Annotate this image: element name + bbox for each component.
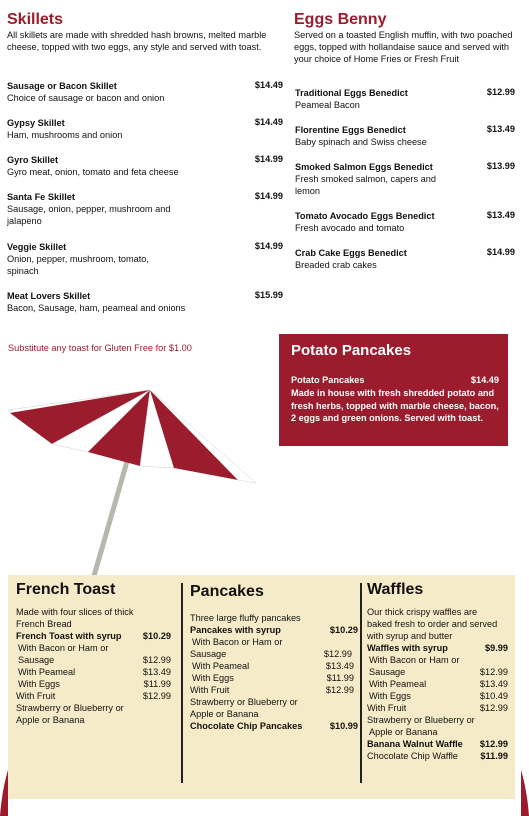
addon [18, 642, 171, 654]
addon [190, 684, 354, 696]
gluten-free-note: Substitute any toast for Gluten Free for $1.00 [8, 343, 192, 353]
item-desc: Bacon, Sausage, ham, peameal and onions [7, 303, 186, 313]
waffles-column [367, 606, 508, 762]
item-name: Pancakes with syrup [190, 625, 281, 635]
item-name: Potato Pancakes [291, 375, 365, 385]
french-toast-intro: Made with four slices of thick French Bread [16, 607, 134, 629]
item-price: $12.99 [486, 87, 515, 97]
pancakes-intro: Three large fluffy pancakes [190, 613, 301, 623]
addon-name: Strawberry or Blueberry or [16, 703, 124, 713]
addon-name: With Eggs [192, 673, 234, 683]
addon [369, 726, 508, 738]
addon [16, 714, 171, 726]
main-item [190, 624, 358, 636]
item-desc: Peameal Bacon [295, 100, 360, 110]
umbrella-illustration [0, 380, 260, 580]
addon-price: $12.99 [325, 685, 354, 695]
extra-item [367, 738, 508, 750]
skillet-item [7, 241, 283, 277]
item-price: $14.99 [254, 191, 283, 201]
addon-price: $11.99 [143, 679, 171, 689]
addon-price: $11.99 [326, 673, 354, 683]
item-name: Florentine Eggs Benedict [295, 125, 406, 135]
item-desc: Onion, pepper, mushroom, tomato, spinach [7, 254, 149, 276]
main-item [16, 630, 171, 642]
umbrella-pole [94, 458, 128, 576]
column-divider [360, 583, 362, 783]
addon [190, 696, 358, 708]
item-name: Veggie Skillet [7, 242, 67, 252]
addon-name: Apple or Banana [190, 709, 259, 719]
item-price: $10.99 [329, 721, 358, 731]
pancakes-column [190, 612, 358, 732]
skillet-item [7, 117, 283, 141]
potato-pancakes-box [279, 334, 508, 446]
addon [18, 678, 171, 690]
item-name: Traditional Eggs Benedict [295, 88, 408, 98]
addon [367, 714, 508, 726]
addon-name: With Eggs [369, 691, 411, 701]
item-name: Gypsy Skillet [7, 118, 65, 128]
main-item [367, 642, 508, 654]
addon-name: Sausage [18, 655, 55, 665]
item-desc: Gyro meat, onion, tomato and feta cheese [7, 167, 179, 177]
item-price: $12.99 [479, 739, 508, 749]
eggs-benny-title: Eggs Benny [294, 11, 387, 28]
item-name: Smoked Salmon Eggs Benedict [295, 162, 433, 172]
item-price: $14.49 [470, 375, 499, 385]
extra-item [190, 720, 358, 732]
addon-name: With Fruit [190, 685, 230, 695]
column-divider [181, 583, 183, 783]
item-price: $11.99 [480, 751, 508, 761]
addon-name: With Peameal [18, 667, 76, 677]
addon [367, 702, 508, 714]
waffles-title: Waffles [367, 581, 424, 598]
waffles-intro: Our thick crispy waffles are baked fresh to order and served with syrup and butter [367, 607, 498, 641]
addon [16, 702, 171, 714]
french-toast-title: French Toast [16, 581, 116, 598]
addon-name: With Fruit [16, 691, 56, 701]
item-price: $14.49 [254, 80, 283, 90]
addon [192, 636, 358, 648]
item-name: Gyro Skillet [7, 155, 59, 165]
addon-name: Strawberry or Blueberry or [190, 697, 298, 707]
item-price: $9.99 [485, 643, 508, 653]
skillets-title: Skillets [7, 11, 64, 28]
addon [369, 654, 508, 666]
benny-item [295, 247, 515, 271]
addon [18, 666, 171, 678]
addon-name: Apple or Banana [369, 727, 438, 737]
item-price: $13.99 [486, 161, 515, 171]
addon-name: With Peameal [369, 679, 427, 689]
benny-item [295, 124, 515, 148]
item-price: $15.99 [254, 290, 283, 300]
addon [192, 672, 354, 684]
left-edge-decoration [0, 770, 8, 816]
item-price: $10.29 [329, 625, 358, 635]
item-price: $13.49 [486, 124, 515, 134]
item-name: Tomato Avocado Eggs Benedict [295, 211, 435, 221]
addon-price: $12.99 [479, 667, 508, 677]
item-name: Crab Cake Eggs Benedict [295, 248, 407, 258]
item-name: Chocolate Chip Waffle [367, 751, 458, 761]
item-price: $10.29 [142, 631, 171, 641]
item-price: $14.99 [254, 241, 283, 251]
skillets-description: All skillets are made with shredded hash browns, melted marble cheese, topped with two eggs, any style and served with toast. [7, 30, 267, 52]
addon-price: $12.99 [479, 703, 508, 713]
item-desc: Sausage, onion, pepper, mushroom and jalapeno [7, 204, 171, 226]
pancakes-title: Pancakes [190, 583, 264, 600]
item-name: Meat Lovers Skillet [7, 291, 91, 301]
item-desc: Baby spinach and Swiss cheese [295, 137, 427, 147]
item-desc: Choice of sausage or bacon and onion [7, 93, 165, 103]
item-price: $14.49 [254, 117, 283, 127]
addon [369, 666, 508, 678]
addon-name: With Bacon or Ham or [18, 643, 109, 653]
item-desc: Fresh smoked salmon, capers and lemon [295, 174, 436, 196]
addon-name: Sausage [369, 667, 406, 677]
item-name: French Toast with syrup [16, 631, 122, 641]
skillet-item [7, 154, 283, 178]
item-name: Chocolate Chip Pancakes [190, 721, 303, 731]
item-name: Waffles with syrup [367, 643, 448, 653]
item-name: Banana Walnut Waffle [367, 739, 463, 749]
right-edge-decoration [521, 770, 529, 816]
item-desc: Fresh avocado and tomato [295, 223, 405, 233]
addon-name: With Peameal [192, 661, 250, 671]
french-toast-column [16, 606, 171, 726]
item-desc: Ham, mushrooms and onion [7, 130, 123, 140]
addon-price: $12.99 [142, 655, 171, 665]
addon [190, 708, 358, 720]
benny-item [295, 87, 515, 111]
item-price: $13.49 [486, 210, 515, 220]
benny-item [295, 161, 515, 197]
addon-price: $13.49 [325, 661, 354, 671]
eggs-benny-description: Served on a toasted English muffin, with two poached eggs, topped with hollandaise sauce and served with your choice of Home Fries or Fresh Fruit [294, 30, 513, 64]
addon-name: With Bacon or Ham or [369, 655, 460, 665]
addon [369, 690, 508, 702]
addon-name: With Eggs [18, 679, 60, 689]
addon-price: $13.49 [479, 679, 508, 689]
item-desc: Made in house with fresh shredded potato and fresh herbs, topped with marble cheese, bacon, 2 eggs and green onions. Served with toast. [291, 388, 499, 423]
item-name: Santa Fe Skillet [7, 192, 75, 202]
addon-name: Sausage [190, 649, 227, 659]
extra-item [367, 750, 508, 762]
skillet-item [7, 290, 283, 314]
addon-price: $12.99 [142, 691, 171, 701]
item-price: $14.99 [486, 247, 515, 257]
addon-price: $10.49 [479, 691, 508, 701]
addon [192, 660, 354, 672]
addon-name: Apple or Banana [16, 715, 85, 725]
item-name: Sausage or Bacon Skillet [7, 81, 117, 91]
benny-item [295, 210, 515, 234]
item-desc: Breaded crab cakes [295, 260, 377, 270]
addon-name: With Fruit [367, 703, 407, 713]
skillet-item [7, 191, 283, 227]
addon [190, 648, 352, 660]
addon-price: $13.49 [142, 667, 171, 677]
addon [18, 654, 171, 666]
addon-price: $12.99 [323, 649, 352, 659]
item-price: $14.99 [254, 154, 283, 164]
addon-name: Strawberry or Blueberry or [367, 715, 475, 725]
potato-pancakes-title: Potato Pancakes [291, 342, 412, 359]
addon [16, 690, 171, 702]
skillet-item [7, 80, 283, 104]
addon [369, 678, 508, 690]
addon-name: With Bacon or Ham or [192, 637, 283, 647]
